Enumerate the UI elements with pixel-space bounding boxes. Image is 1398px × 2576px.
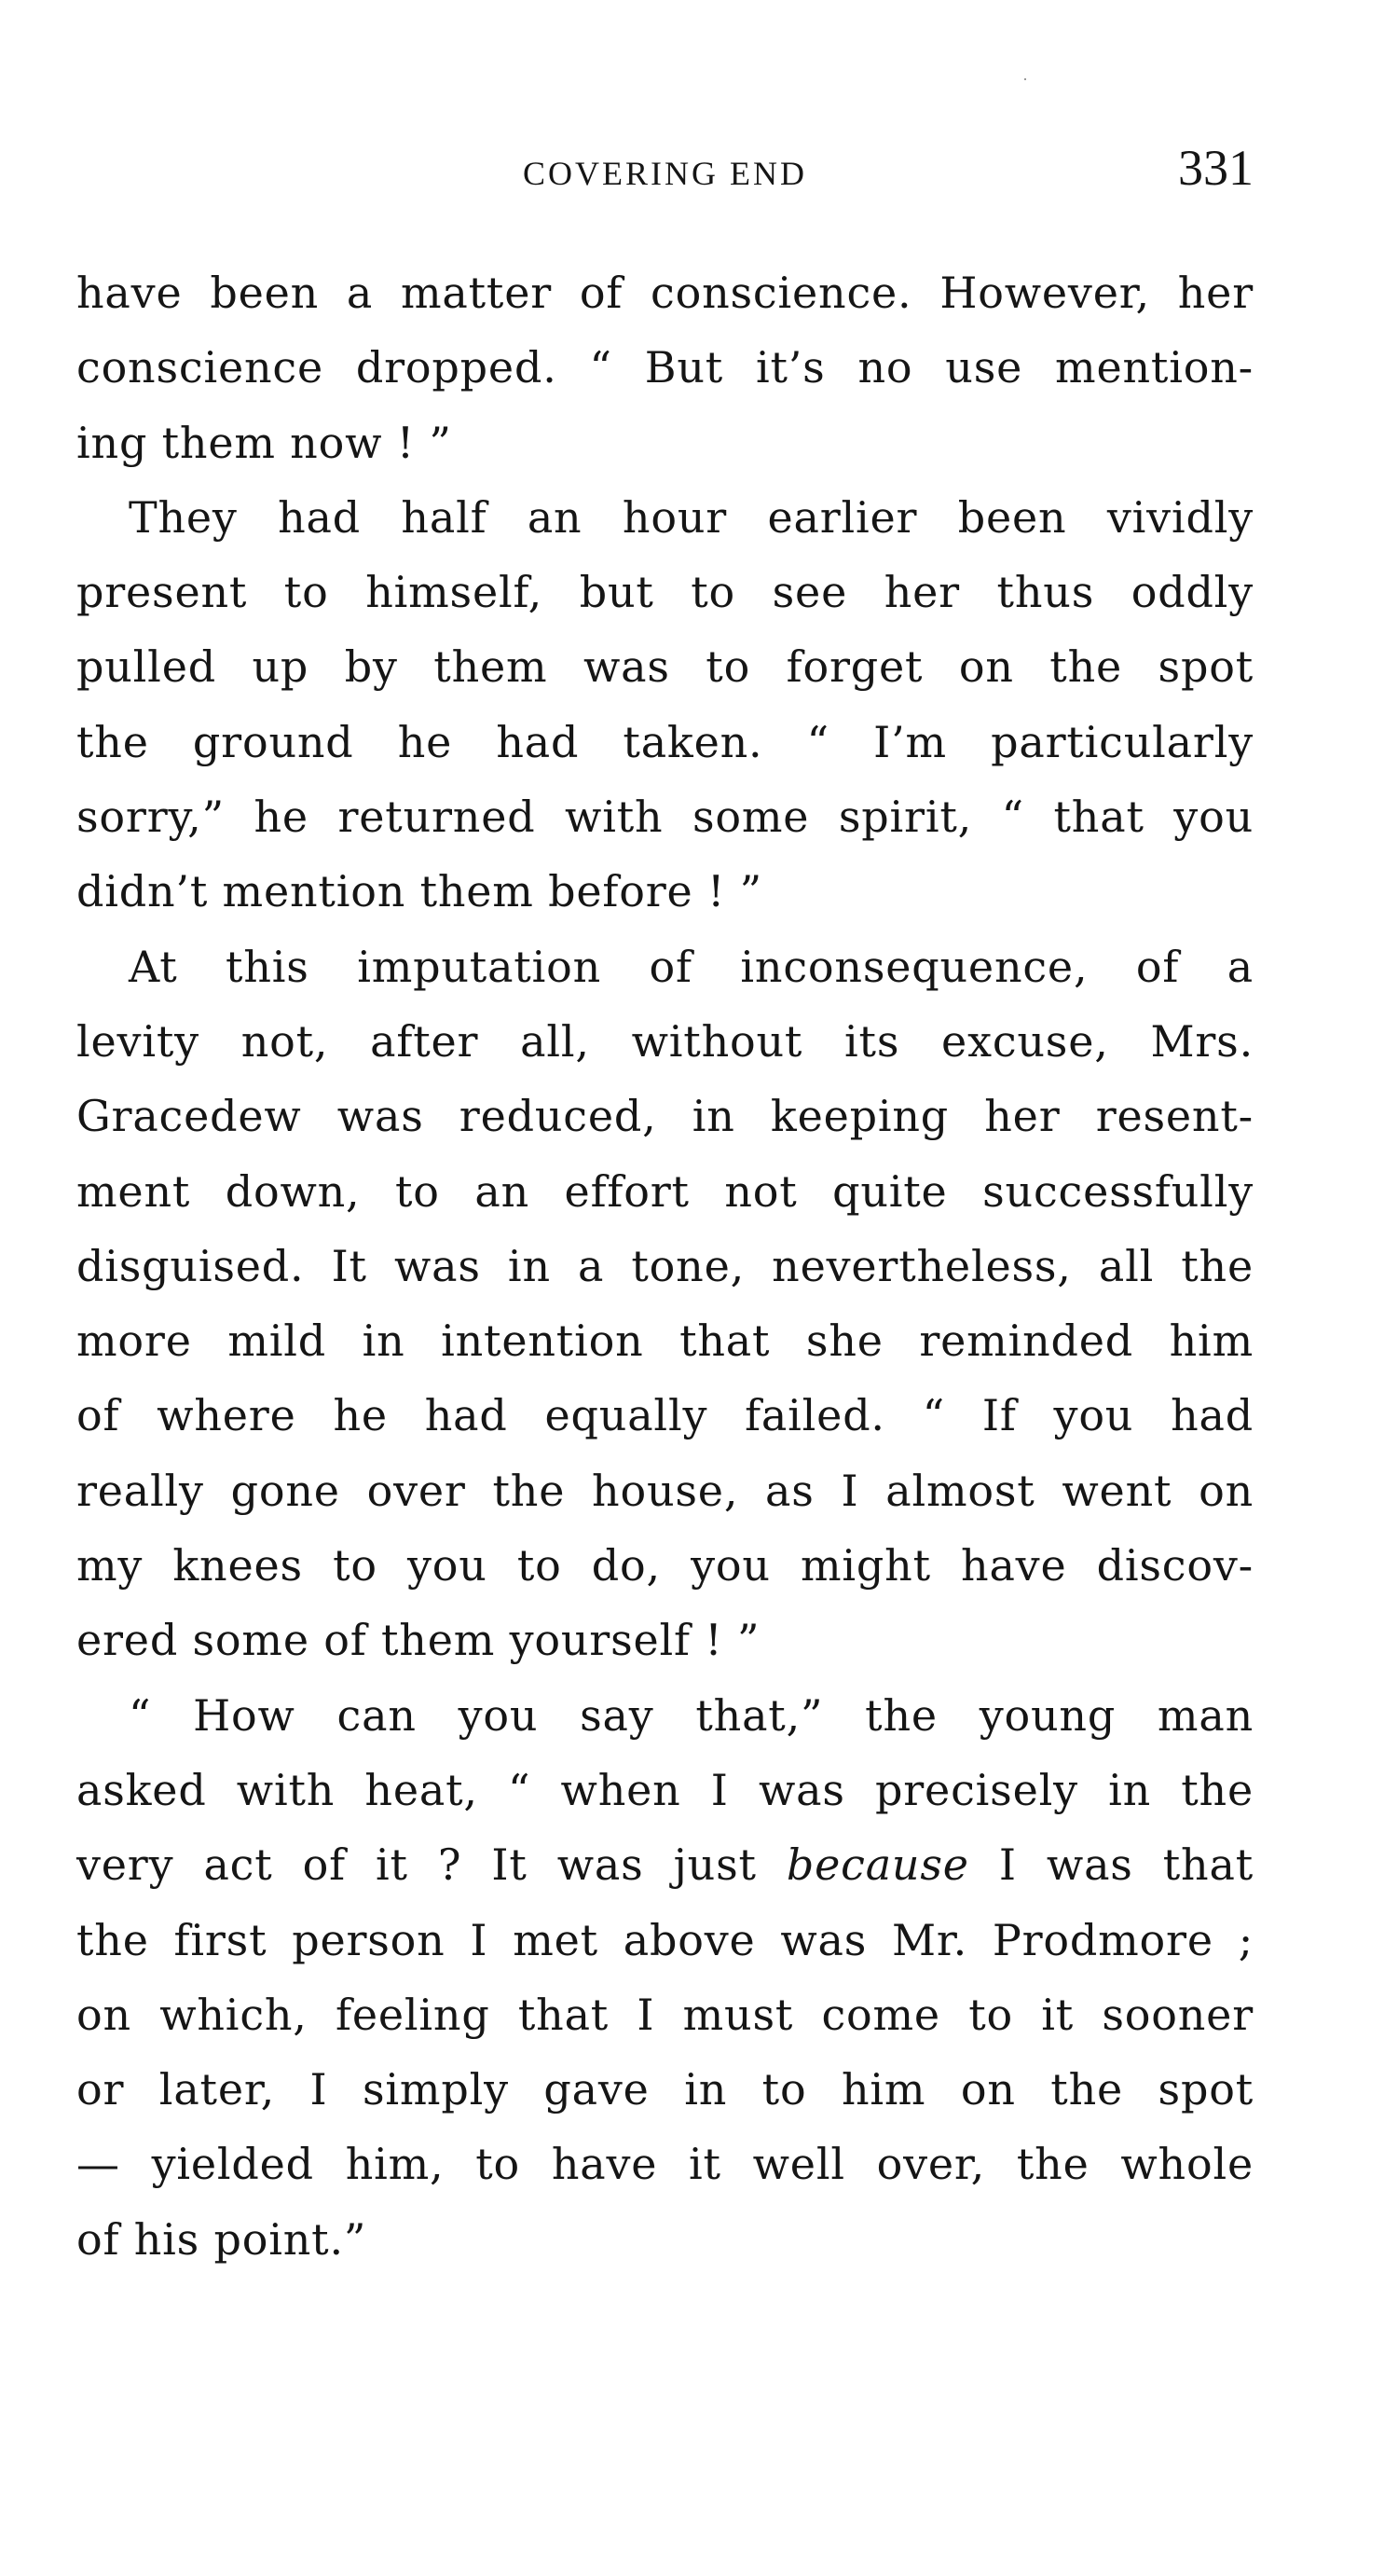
text-line: of his point.” bbox=[76, 2213, 367, 2265]
line-text-after: I was that bbox=[968, 1839, 1254, 1891]
text-line-with-emphasis bbox=[76, 1827, 1254, 1902]
text-line: levity not, after all, without its excuse, Mrs. bbox=[76, 1015, 1254, 1067]
text-line: present to himself, but to see her thus oddly bbox=[76, 567, 1254, 618]
text-line: or later, I simply gave in to him on the spot bbox=[76, 2064, 1254, 2115]
text-line: the ground he had taken. “ I’m particularly bbox=[76, 716, 1254, 767]
text-line: sorry,” he returned with some spirit, “ that you bbox=[76, 792, 1254, 843]
text-line: At this imputation of inconsequence, of a bbox=[129, 941, 1254, 992]
text-line: ing them now ! ” bbox=[76, 417, 452, 468]
line-text: very act of it ? It was just bbox=[76, 1839, 757, 1891]
text-line: conscience dropped. “ But it’s no use mention- bbox=[76, 342, 1254, 393]
emphasized-word: because bbox=[786, 1839, 969, 1891]
page-number: 331 bbox=[1178, 140, 1254, 196]
text-line: didn’t mention them before ! ” bbox=[76, 866, 762, 917]
text-line: asked with heat, “ when I was precisely in the bbox=[76, 1764, 1254, 1815]
text-line: “ How can you say that,” the young man bbox=[129, 1689, 1254, 1741]
text-line: on which, feeling that I must come to it sooner bbox=[76, 1989, 1254, 2040]
body-text bbox=[76, 255, 1254, 2277]
text-line: my knees to you to do, you might have discov- bbox=[76, 1540, 1254, 1591]
running-title: COVERING END bbox=[523, 155, 807, 192]
text-line: really gone over the house, as I almost went on bbox=[76, 1465, 1254, 1516]
page-header bbox=[76, 140, 1254, 214]
text-line: the first person I met above was Mr. Prodmore ; bbox=[76, 1914, 1254, 1965]
page-speck bbox=[1024, 78, 1026, 80]
text-line: of where he had equally failed. “ If you had bbox=[76, 1390, 1254, 1441]
text-line: more mild in intention that she reminded him bbox=[76, 1316, 1254, 1367]
text-line: — yielded him, to have it well over, the whole bbox=[76, 2139, 1254, 2190]
text-line: disguised. It was in a tone, nevertheless, all the bbox=[76, 1240, 1254, 1291]
text-line: They had half an hour earlier been vividly bbox=[129, 491, 1254, 543]
text-line: ered some of them yourself ! ” bbox=[76, 1615, 761, 1666]
text-line: have been a matter of conscience. However, her bbox=[76, 268, 1254, 318]
text-line: ment down, to an effort not quite successfully bbox=[76, 1165, 1254, 1217]
text-line: Gracedew was reduced, in keeping her resent- bbox=[76, 1091, 1254, 1142]
text-line: pulled up by them was to forget on the spot bbox=[76, 641, 1254, 693]
